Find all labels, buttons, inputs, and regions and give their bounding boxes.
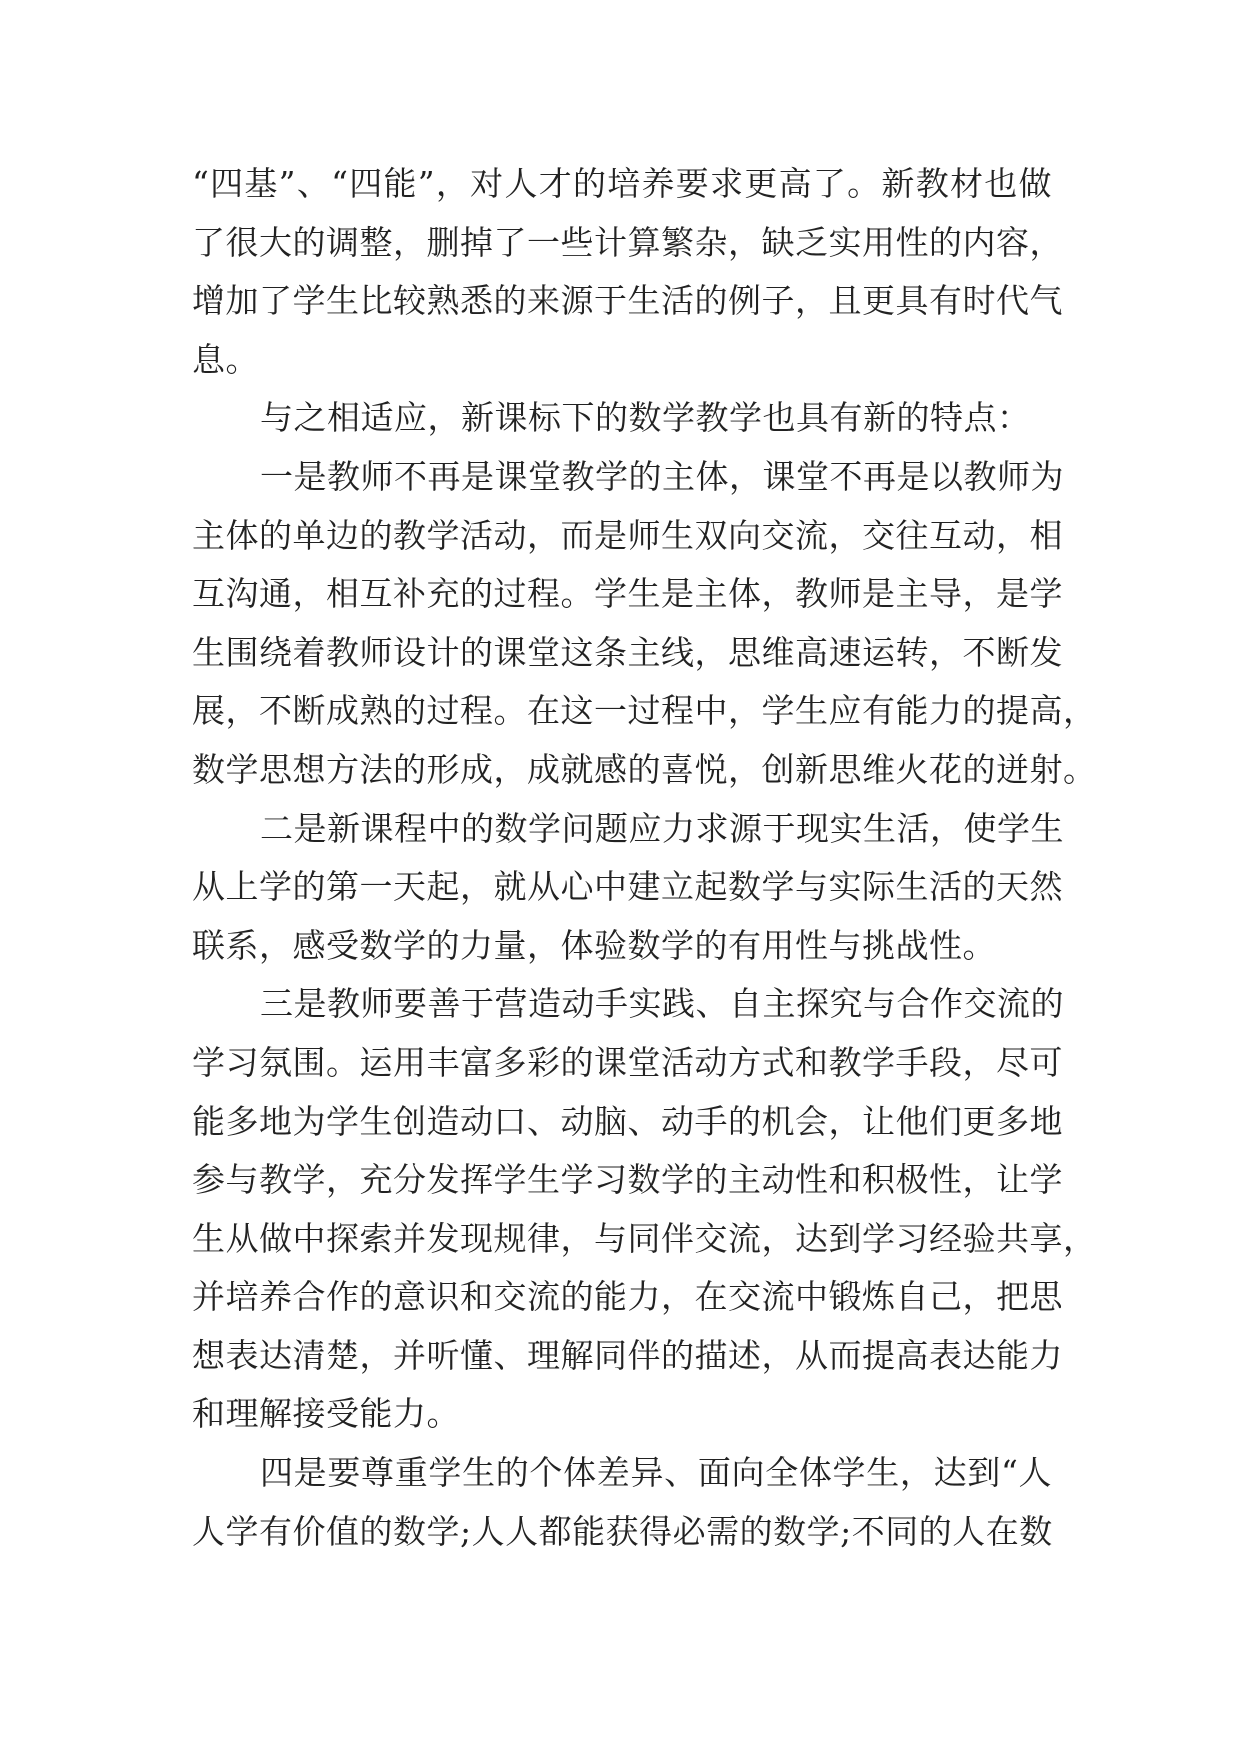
text-line: 展，不断成熟的过程。在这一过程中，学生应有能力的提高， (192, 691, 1097, 731)
text-line: 了很大的调整，删掉了一些计算繁杂，缺乏实用性的内容， (192, 222, 1063, 262)
document-body (192, 155, 1097, 1561)
text-line: 增加了学生比较熟悉的来源于生活的例子，且更具有时代气 (192, 281, 1063, 321)
text-line: 数学思想方法的形成，成就感的喜悦，创新思维火花的迸射。 (192, 749, 1097, 789)
paragraph-5 (192, 975, 1097, 1444)
text-line: 息。 (192, 339, 259, 379)
paragraph-4 (192, 800, 1064, 976)
paragraph-6 (192, 1444, 1052, 1561)
text-line: 二是新课程中的数学问题应力求源于现实生活，使学生 (260, 808, 1064, 848)
text-line: 人学有价值的数学;人人都能获得必需的数学;不同的人在数 (192, 1511, 1053, 1551)
paragraph-2 (192, 389, 1052, 448)
text-line: “四基”、“四能”，对人才的培养要求更高了。新教材也做 (192, 164, 1052, 203)
text-line: 与之相适应，新课标下的数学教学也具有新的特点： (260, 398, 1031, 438)
text-line: 生从做中探索并发现规律，与同伴交流，达到学习经验共享， (192, 1218, 1097, 1258)
text-line: 学习氛围。运用丰富多彩的课堂活动方式和教学手段，尽可 (192, 1042, 1063, 1082)
paragraph-3 (192, 448, 1097, 800)
text-line: 和理解接受能力。 (192, 1394, 460, 1434)
text-line: 联系，感受数学的力量，体验数学的有用性与挑战性。 (192, 925, 996, 965)
text-line: 一是教师不再是课堂教学的主体，课堂不再是以教师为 (260, 456, 1064, 496)
text-line: 并培养合作的意识和交流的能力，在交流中锻炼自己，把思 (192, 1277, 1063, 1317)
text-line: 想表达清楚，并听懂、理解同伴的描述，从而提高表达能力 (192, 1335, 1063, 1375)
text-line: 互沟通，相互补充的过程。学生是主体，教师是主导，是学 (192, 574, 1063, 614)
text-line: 三是教师要善于营造动手实践、自主探究与合作交流的 (260, 984, 1064, 1024)
text-line: 四是要尊重学生的个体差异、面向全体学生，达到“人 (260, 1453, 1052, 1493)
text-line: 主体的单边的教学活动，而是师生双向交流，交往互动，相 (192, 515, 1063, 555)
text-line: 从上学的第一天起，就从心中建立起数学与实际生活的天然 (192, 867, 1063, 907)
paragraph-1 (192, 155, 1063, 389)
text-line: 参与教学，充分发挥学生学习数学的主动性和积极性，让学 (192, 1160, 1063, 1200)
text-line: 能多地为学生创造动口、动脑、动手的机会，让他们更多地 (192, 1101, 1063, 1141)
text-line: 生围绕着教师设计的课堂这条主线，思维高速运转，不断发 (192, 632, 1063, 672)
